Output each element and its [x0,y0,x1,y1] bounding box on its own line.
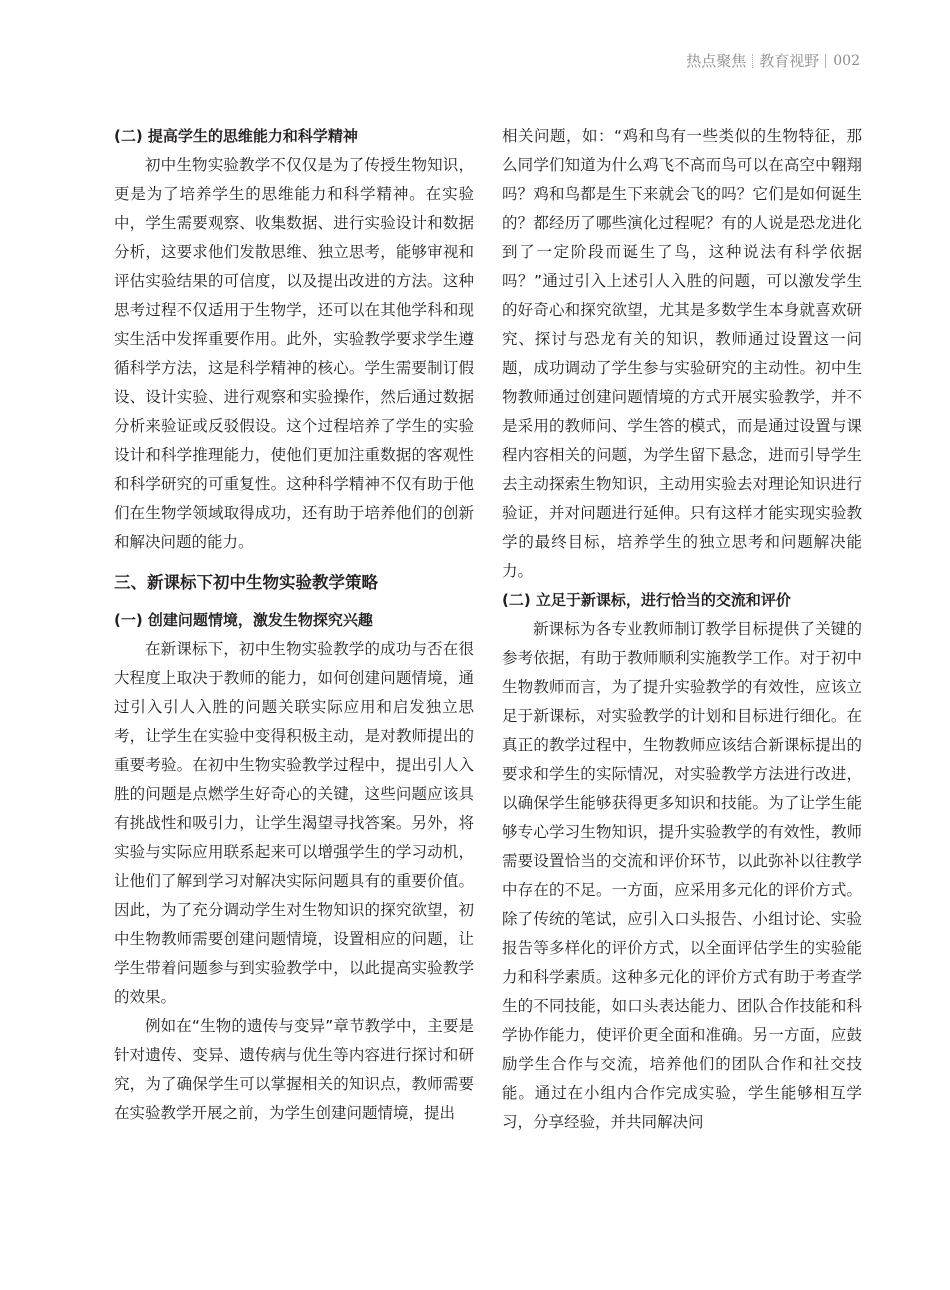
body-paragraph: 在新课标下，初中生物实验教学的成功与否在很大程度上取决于教师的能力，如何创建问题情境，通过引入引人入胜的问题关联实际应用和启发独立思考，让学生在实验中变得积极主动，是对教师提出的重要考验。在初中生物实验教学过程中，提出引人入胜的问题是点燃学生好奇心的关键，这些问题应该具有挑战性和吸引力，让学生渴望寻找答案。另外，将实验与实际应用联系起来可以增强学生的学习动机，让他们了解到学习对解决实际问题具有的重要价值。因此，为了充分调动学生对生物知识的探究欲望，初中生物教师需要创建问题情境，设置相应的问题，让学生带着问题参与到实验教学中，以此提高实验教学的效果。 [114,640,474,1006]
running-header [686,50,860,72]
header-column-label: 教育视野 [759,52,820,70]
body-paragraph: 新课标为各专业教师制订教学目标提供了关键的参考依据，有助于教师顺利实施教学工作。对于初中生物教师而言，为了提升实验教学的有效性，应该立足于新课标，对实验教学的计划和目标进行细化。在真正的教学过程中，生物教师应该结合新课标提出的要求和学生的实际情况，对实验教学方法进行改进，以确保学生能够获得更多知识和技能。为了让学生能够专心学习生物知识，提升实验教学的有效性，教师需要设置恰当的交流和评价环节，以此弥补以往教学中存在的不足。一方面，应采用多元化的评价方式。除了传统的笔试，应引入口头报告、小组讨论、实验报告等多样化的评价方式，以全面评估学生的实验能力和科学素质。这种多元化的评价方式有助于考查学生的不同技能，如口头表达能力、团队合作技能和科学协作能力，使评价更全面和准确。另一方面，应鼓励学生合作与交流，培养他们的团队合作和社交技能。通过在小组内合作完成实验，学生能够相互学习，分享经验，并共同解决问 [502,620,862,1131]
header-section-label: 热点聚焦 [686,52,747,70]
section-heading: 三、新课标下初中生物实验教学策略 [114,573,378,592]
left-column [114,122,474,1128]
body-paragraph-continued: 相关问题，如：“鸡和鸟有一些类似的生物特征，那么同学们知道为什么鸡飞不高而鸟可以在高空中翱翔吗？鸡和鸟都是生下来就会飞的吗？它们是如何诞生的？都经历了哪些演化过程呢？有的人说是恐龙进化到了一定阶段而诞生了鸟，这种说法有科学依据吗？”通过引入上述引人入胜的问题，可以激发学生的好奇心和探究欲望，尤其是多数学生本身就喜欢研究、探讨与恐龙有关的知识，教师通过设置这一问题，成功调动了学生参与实验研究的主动性。初中生物教师通过创建问题情境的方式开展实验教学，并不是采用的教师问、学生答的模式，而是通过设置与课程内容相关的问题，为学生留下悬念，进而引导学生去主动探索生物知识，主动用实验去对理论知识进行验证，并对问题进行延伸。只有这样才能实现实验教学的最终目标，培养学生的独立思考和问题解决能力。 [502,127,862,580]
subsection-heading: (二) 立足于新课标，进行恰当的交流和评价 [502,591,791,609]
subsection-heading: (一) 创建问题情境，激发生物探究兴趣 [114,611,373,629]
subsection-heading: (二) 提高学生的思维能力和科学精神 [114,127,358,145]
page-number: 002 [833,53,860,69]
header-divider [752,54,753,68]
body-paragraph: 例如在“生物的遗传与变异”章节教学中，主要是针对遗传、变异、遗传病与优生等内容进行探讨和研究，为了确保学生可以掌握相关的知识点，教师需要在实验教学开展之前，为学生创建问题情境，提出 [114,1017,474,1122]
right-column [502,122,862,1137]
body-paragraph: 初中生物实验教学不仅仅是为了传授生物知识，更是为了培养学生的思维能力和科学精神。在实验中，学生需要观察、收集数据、进行实验设计和数据分析，这要求他们发散思维、独立思考，能够审视和评估实验结果的可信度，以及提出改进的方法。这种思考过程不仅适用于生物学，还可以在其他学科和现实生活中发挥重要作用。此外，实验教学要求学生遵循科学方法，这是科学精神的核心。学生需要制订假设、设计实验、进行观察和实验操作，然后通过数据分析来验证或反驳假设。这个过程培养了学生的实验设计和科学推理能力，使他们更加注重数据的客观性和科学研究的可重复性。这种科学精神不仅有助于他们在生物学领域取得成功，还有助于培养他们的创新和解决问题的能力。 [114,156,474,551]
header-divider [825,54,826,68]
